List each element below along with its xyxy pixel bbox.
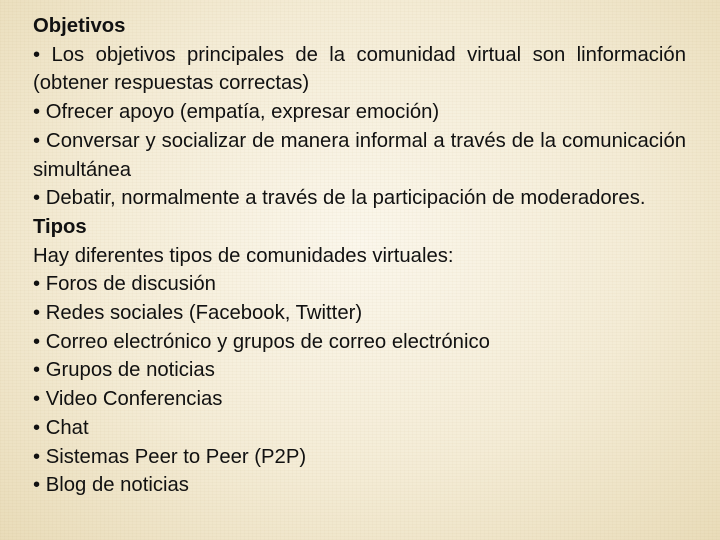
type-item: • Chat [33, 416, 89, 439]
type-item: • Correo electrónico y grupos de correo electrónico [33, 330, 490, 353]
objective-item: • Conversar y socializar de manera informal a través de la comunicación simultánea [33, 129, 686, 181]
objectives-heading: Objetivos [33, 15, 126, 37]
type-item: • Video Conferencias [33, 388, 223, 411]
type-item: • Blog de noticias [33, 474, 189, 497]
types-heading: Tipos [33, 215, 87, 238]
objective-item: • Ofrecer apoyo (empatía, expresar emoción) [33, 101, 440, 124]
objective-item: • Los objetivos principales de la comunidad virtual son linformación (obtener respuestas correctas) [33, 43, 686, 95]
type-item: • Grupos de noticias [33, 359, 215, 382]
objective-item: • Debatir, normalmente a través de la participación de moderadores. [33, 187, 646, 210]
type-item: • Foros de discusión [33, 273, 216, 296]
type-item: • Sistemas Peer to Peer (P2P) [33, 445, 307, 468]
types-intro: Hay diferentes tipos de comunidades virtuales: [33, 244, 454, 267]
slide-content [33, 12, 686, 500]
type-item: • Redes sociales (Facebook, Twitter) [33, 302, 363, 325]
